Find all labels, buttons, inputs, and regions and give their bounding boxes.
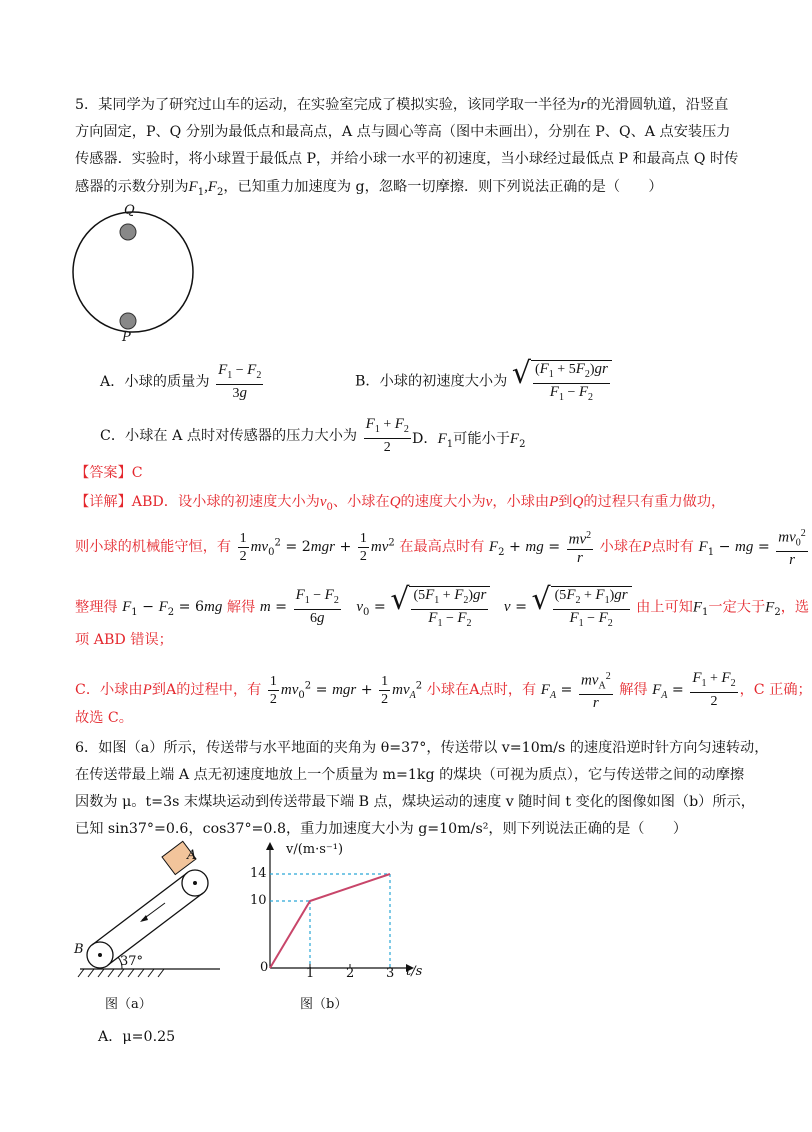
ball-top (120, 224, 136, 240)
fig-b-x3: 3 (386, 966, 395, 981)
q6-line4: 已知 sin37°=0.6，cos37°=0.8，重力加速度大小为 g=10m/s²，则下列说法正确的是（ ） (75, 821, 688, 837)
q5-option-a[interactable]: A．小球的质量为 $\frac{F_1 - F_2}{3g}$ (100, 362, 262, 401)
fig-b-caption: 图（b） (300, 997, 348, 1012)
conveyor-figure (70, 845, 220, 985)
fig-b-ylabel: v/(m·s⁻¹) (286, 842, 344, 857)
ball-bottom (120, 313, 136, 329)
detail-line6: 故选 C。 (75, 710, 133, 726)
fig-b-xlabel: t/s (406, 964, 423, 979)
label-p: P (122, 330, 131, 345)
fig-b-x1: 1 (306, 966, 315, 981)
q6-option-a[interactable]: A．μ=0.25 (98, 1029, 176, 1045)
detail-line2: 则小球的机械能守恒，有 $\frac{1}{2}$ $mv_0^2 = 2mgr$ + $\frac{1}{2}$ $mv^2$ 在最高点时有 $F_2$ + mg = $\frac{mv^2}{r}$ 小球在P点时有 $F_1$ − mg = $\frac{mv_0^2}{r}$ (75, 525, 810, 569)
detail-line3: 整理得 $F_1 - F_2 = 6mg$ 解得 m = $\frac{F_1 - F_2}{6g}$ $v_0$ = √ $\frac{(5F_1 + F_2)gr}{F_1 - F_2}$ v = √ $\frac{(5F_2 + F_1)gr}{F_1 - F_2}$ 由上可知$F_1$一定大于$F_2$，选 (75, 583, 809, 632)
q6-line2: 在传送带最上端 A 点无初速度地放上一个质量为 m=1kg 的煤块（可视为质点），它与传送带之间的动摩擦 (75, 767, 745, 783)
label-q: Q (124, 203, 135, 218)
q5-option-d[interactable]: D．$F_1$可能小于$F_2$ (412, 431, 526, 450)
fig-a-angle: 37° (120, 954, 144, 969)
detail-line4: 项 ABD 错误； (75, 632, 173, 648)
fig-a-caption: 图（a） (105, 997, 152, 1012)
fig-b-x2: 2 (346, 966, 355, 981)
answer: 【答案】C (75, 465, 143, 481)
q5-line2: 方向固定，P、Q 分别为最低点和最高点，A 点与圆心等高（图中未画出），分别在 P、Q、A 点安装压力 (75, 124, 731, 140)
fig-b-y10: 10 (250, 893, 267, 908)
q5-line3: 传感器．实验时，将小球置于最低点 P，并给小球一水平的初速度，当小球经过最低点 P 和最高点 Q 时传 (75, 151, 739, 167)
fig-b-x0: 0 (260, 960, 269, 975)
detail-line5: C．小球由P到A的过程中，有 $\frac{1}{2}$ $mv_0^2$ = mgr + $\frac{1}{2}$ $mv_A^2$ 小球在A点时，有 $F_A$ = $\frac{mv_A^2}{r}$ 解得 $F_A$ = $\frac{F_1 + F_2}{2}$ ，C 正确； (75, 668, 812, 712)
fig-a-label-b: B (74, 942, 84, 957)
q6-line3: 因数为 μ。t=3s 末煤块运动到传送带最下端 B 点，煤块运动的速度 v 随时间 t 变化的图像如图（b）所示， (75, 794, 755, 810)
q5-line4: 感器的示数分别为$F_1,F_2$，已知重力加速度为 g，忽略一切摩擦．则下列说法正确的是（ ） (75, 179, 663, 198)
q5-option-b[interactable]: B．小球的初速度大小为 √ $\frac{(F_1 + 5F_2)gr}{F_1 - F_2}$ (355, 357, 612, 406)
detail-line1: 【详解】ABD．设小球的初速度大小为$v_0$、小球在Q的速度大小为v，小球由P到Q的过程只有重力做功， (75, 494, 726, 513)
q6-line1: 6．如图（a）所示，传送带与水平地面的夹角为 θ=37°，传送带以 v=10m/s 的速度沿逆时针方向匀速转动， (75, 740, 769, 756)
fig-b-y14: 14 (250, 866, 267, 881)
q5-line1: 5．某同学为了研究过山车的运动，在实验室完成了模拟实验，该同学取一半径为r的光滑圆轨道，沿竖直 (75, 97, 729, 113)
q5-option-c[interactable]: C．小球在 A 点时对传感器的压力大小为 $\frac{F_1 + F_2}{2}$ (100, 416, 409, 455)
fig-a-label-a: A (187, 848, 197, 863)
loop-track-figure (68, 200, 208, 345)
